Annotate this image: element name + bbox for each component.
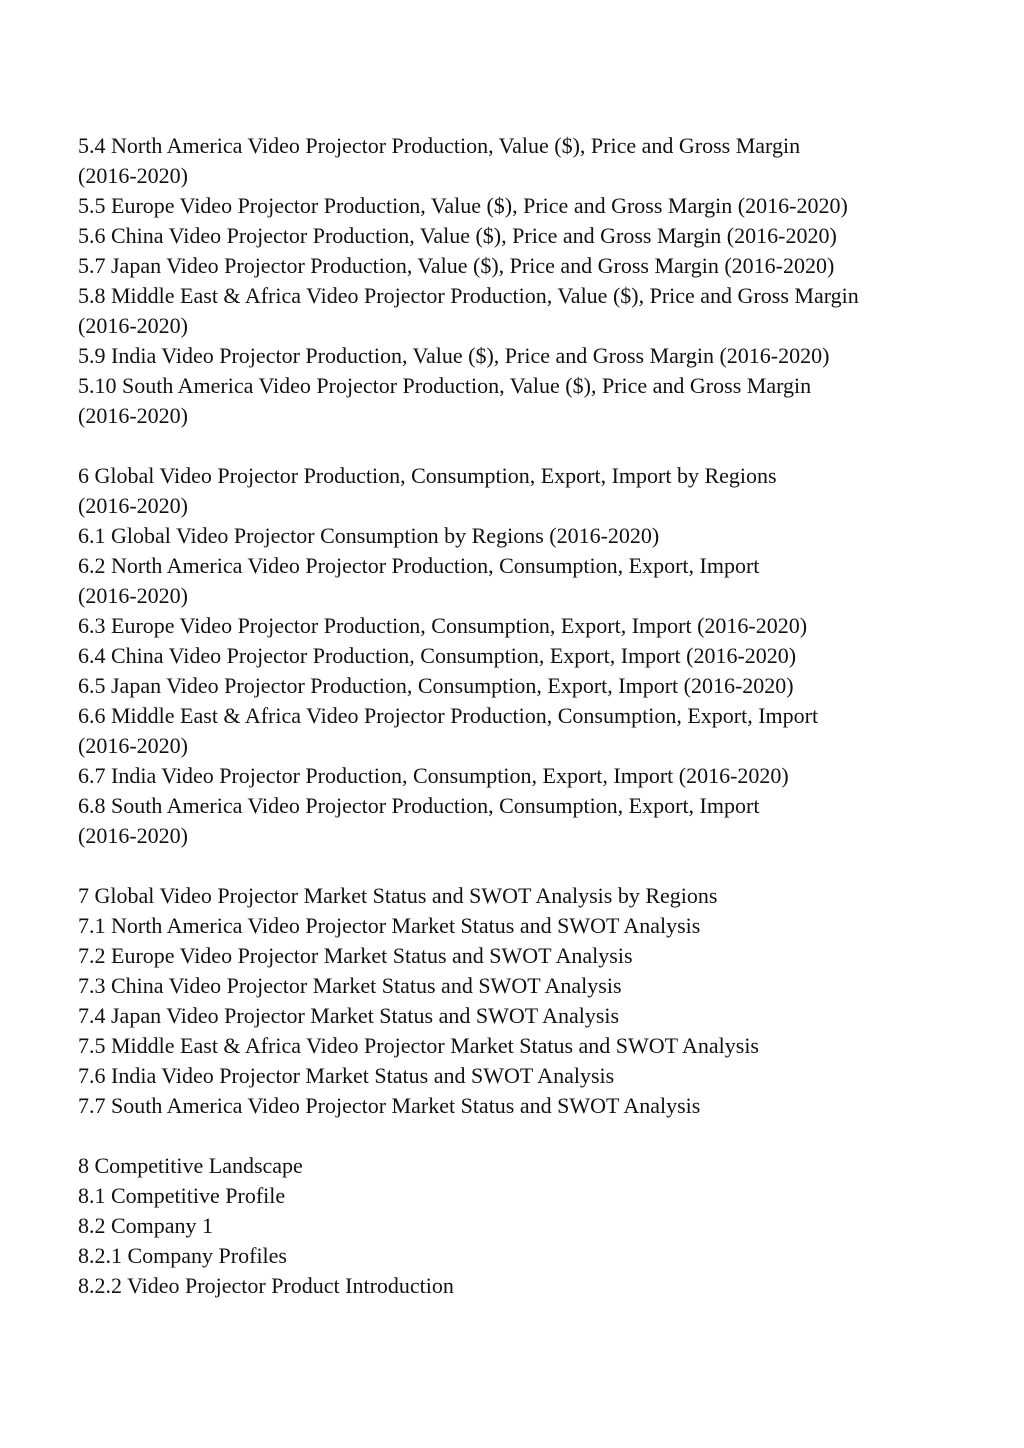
toc-line: (2016-2020) [78,583,188,608]
toc-heading: 6 Global Video Projector Production, Consumption, Export, Import by Regions [78,463,777,488]
toc-heading: 7 Global Video Projector Market Status and SWOT Analysis by Regions [78,883,718,908]
toc-line: 5.5 Europe Video Projector Production, Value ($), Price and Gross Margin (2016-2020) [78,193,848,218]
toc-line: (2016-2020) [78,313,188,338]
toc-line: 5.8 Middle East & Africa Video Projector Production, Value ($), Price and Gross Margin [78,283,859,308]
toc-line: 7.2 Europe Video Projector Market Status and SWOT Analysis [78,943,633,968]
toc-line: 6.4 China Video Projector Production, Consumption, Export, Import (2016-2020) [78,643,797,668]
toc-line: 5.7 Japan Video Projector Production, Value ($), Price and Gross Margin (2016-2020) [78,253,835,278]
toc-section-6 [78,461,978,851]
toc-line: 6.5 Japan Video Projector Production, Consumption, Export, Import (2016-2020) [78,673,794,698]
toc-line: 6.3 Europe Video Projector Production, Consumption, Export, Import (2016-2020) [78,613,808,638]
toc-line: (2016-2020) [78,403,188,428]
toc-line: 8.2.1 Company Profiles [78,1243,287,1268]
toc-line: 6.2 North America Video Projector Production, Consumption, Export, Import [78,553,760,578]
toc-section-5 [78,131,978,431]
toc-line: (2016-2020) [78,823,188,848]
document-page [78,131,978,1331]
toc-line: 6.6 Middle East & Africa Video Projector Production, Consumption, Export, Import [78,703,819,728]
toc-section-7 [78,881,978,1121]
toc-line: 7.5 Middle East & Africa Video Projector Market Status and SWOT Analysis [78,1033,759,1058]
toc-line: (2016-2020) [78,733,188,758]
toc-line: 7.4 Japan Video Projector Market Status and SWOT Analysis [78,1003,620,1028]
toc-line: 8.2.2 Video Projector Product Introduction [78,1273,454,1298]
toc-line: 7.7 South America Video Projector Market Status and SWOT Analysis [78,1093,701,1118]
toc-line: 7.6 India Video Projector Market Status and SWOT Analysis [78,1063,615,1088]
toc-line: 5.6 China Video Projector Production, Value ($), Price and Gross Margin (2016-2020) [78,223,837,248]
toc-line: 7.1 North America Video Projector Market Status and SWOT Analysis [78,913,701,938]
toc-line: 6.8 South America Video Projector Production, Consumption, Export, Import [78,793,760,818]
toc-line: 8.1 Competitive Profile [78,1183,286,1208]
toc-line: 8.2 Company 1 [78,1213,214,1238]
toc-line: 5.9 India Video Projector Production, Value ($), Price and Gross Margin (2016-2020) [78,343,830,368]
toc-section-8 [78,1151,978,1301]
toc-line: (2016-2020) [78,493,188,518]
toc-line: (2016-2020) [78,163,188,188]
toc-line: 7.3 China Video Projector Market Status and SWOT Analysis [78,973,622,998]
toc-line: 5.4 North America Video Projector Production, Value ($), Price and Gross Margin [78,133,801,158]
toc-heading: 8 Competitive Landscape [78,1153,303,1178]
toc-line: 5.10 South America Video Projector Production, Value ($), Price and Gross Margin [78,373,812,398]
toc-line: 6.1 Global Video Projector Consumption by Regions (2016-2020) [78,523,660,548]
toc-line: 6.7 India Video Projector Production, Consumption, Export, Import (2016-2020) [78,763,789,788]
